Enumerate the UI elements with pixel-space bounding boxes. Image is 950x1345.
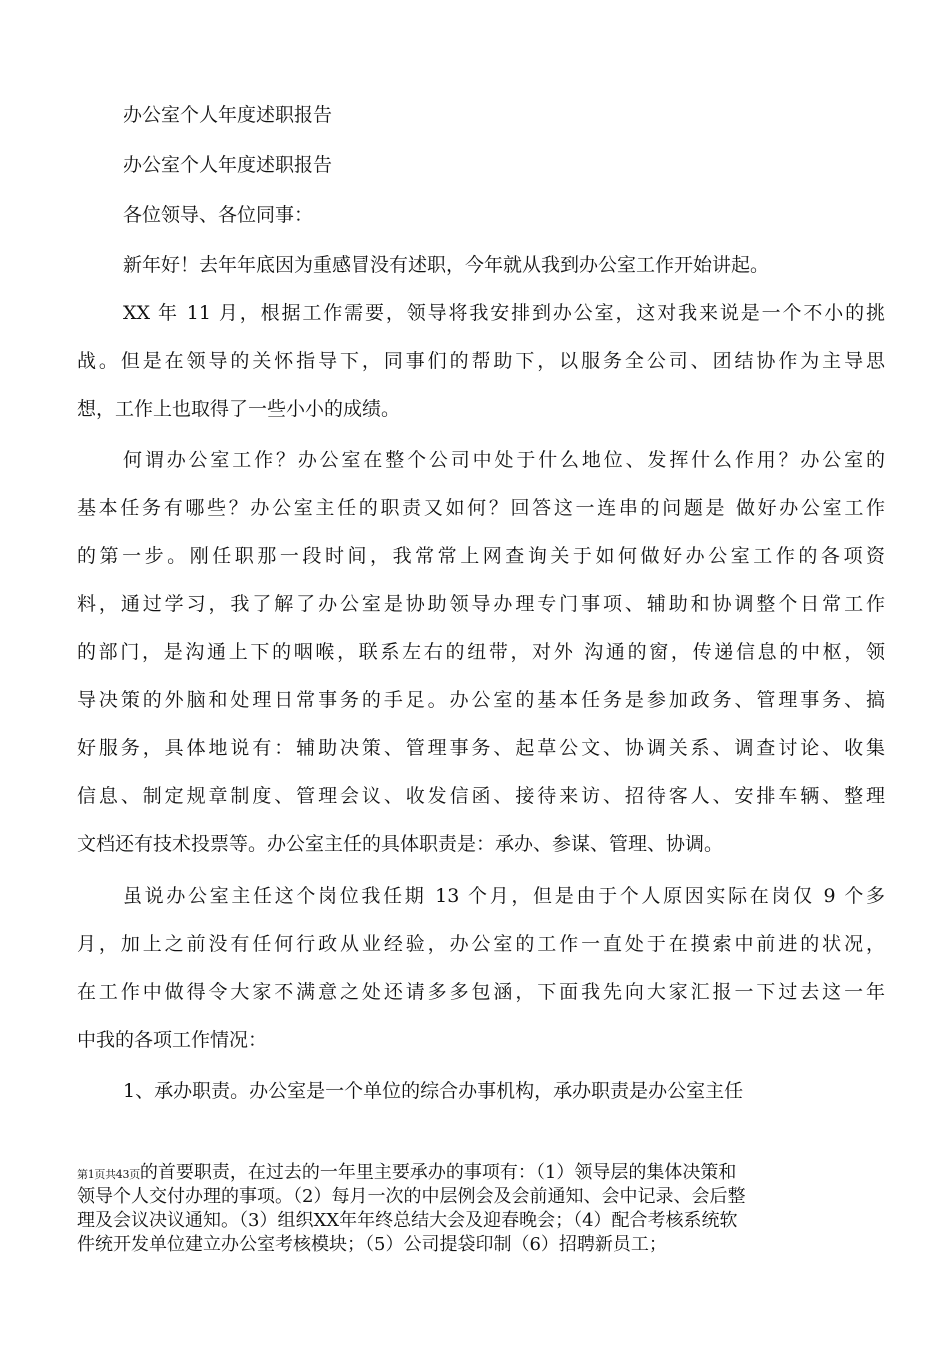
document-title: 办公室个人年度述职报告 bbox=[123, 104, 333, 126]
document-subtitle: 办公室个人年度述职报告 bbox=[123, 154, 333, 176]
page-number: 第1页共43页 bbox=[77, 1168, 140, 1181]
paragraph-line: 料，通过学习，我了解了办公室是协助领导办理专门事项、辅助和协调整个日常工作 bbox=[77, 593, 885, 615]
paragraph-line: 文档还有技术投票等。办公室主任的具体职责是：承办、参谋、管理、协调。 bbox=[77, 833, 724, 855]
footer-line: 理及会议决议通知。（3）组织XX年年终总结大会及迎春晚会；（4）配合考核系统软 bbox=[77, 1210, 738, 1231]
footer-line bbox=[77, 1162, 885, 1186]
paragraph-line: 何谓办公室工作？办公室在整个公司中处于什么地位、发挥什么作用？办公室的 bbox=[123, 449, 885, 471]
paragraph-line: 导决策的外脑和处理日常事务的手足。办公室的基本任务是参加政务、管理事务、搞 bbox=[77, 689, 885, 711]
paragraph-line: 信息、制定规章制度、管理会议、收发信函、接待来访、招待客人、安排车辆、整理 bbox=[77, 785, 885, 807]
paragraph-line: 在工作中做得令大家不满意之处还请多多包涵，下面我先向大家汇报一下过去这一年 bbox=[77, 981, 885, 1003]
footer-line: 领导个人交付办理的事项。（2）每月一次的中层例会及会前通知、会中记录、会后整 bbox=[77, 1186, 746, 1207]
paragraph-line: 基本任务有哪些？办公室主任的职责又如何？回答这一连串的问题是 做好办公室工作 bbox=[77, 497, 885, 519]
paragraph-line: XX 年 11 月，根据工作需要，领导将我安排到办公室，这对我来说是一个不小的挑 bbox=[123, 302, 885, 324]
paragraph-line: 好服务，具体地说有：辅助决策、管理事务、起草公文、协调关系、调查讨论、收集 bbox=[77, 737, 885, 759]
paragraph-line: 的第一步。刚任职那一段时间，我常常上网查询关于如何做好办公室工作的各项资 bbox=[77, 545, 885, 567]
paragraph-line: 的部门，是沟通上下的咽喉，联系左右的纽带，对外 沟通的窗，传递信息的中枢，领 bbox=[77, 641, 885, 663]
paragraph-line: 月，加上之前没有任何行政从业经验，办公室的工作一直处于在摸索中前进的状况， bbox=[77, 933, 885, 955]
paragraph-line: 1、承办职责。办公室是一个单位的综合办事机构，承办职责是办公室主任 bbox=[123, 1080, 744, 1102]
paragraph-greeting: 新年好！去年年底因为重感冒没有述职，今年就从我到办公室工作开始讲起。 bbox=[123, 254, 770, 276]
footer-text: 的首要职责，在过去的一年里主要承办的事项有：（1）领导层的集体决策和 bbox=[139, 1162, 737, 1183]
footer-line: 件统开发单位建立办公室考核模块；（5）公司提袋印制（6）招聘新员工； bbox=[77, 1234, 667, 1255]
paragraph-line: 虽说办公室主任这个岗位我任期 13 个月，但是由于个人原因实际在岗仅 9 个多 bbox=[123, 885, 885, 907]
paragraph-line: 中我的各项工作情况： bbox=[77, 1029, 268, 1051]
paragraph-line: 想，工作上也取得了一些小小的成绩。 bbox=[77, 398, 401, 420]
paragraph-line: 战。但是在领导的关怀指导下，同事们的帮助下，以服务全公司、团结协作为主导思 bbox=[77, 350, 885, 372]
salutation: 各位领导、各位同事： bbox=[123, 204, 314, 226]
